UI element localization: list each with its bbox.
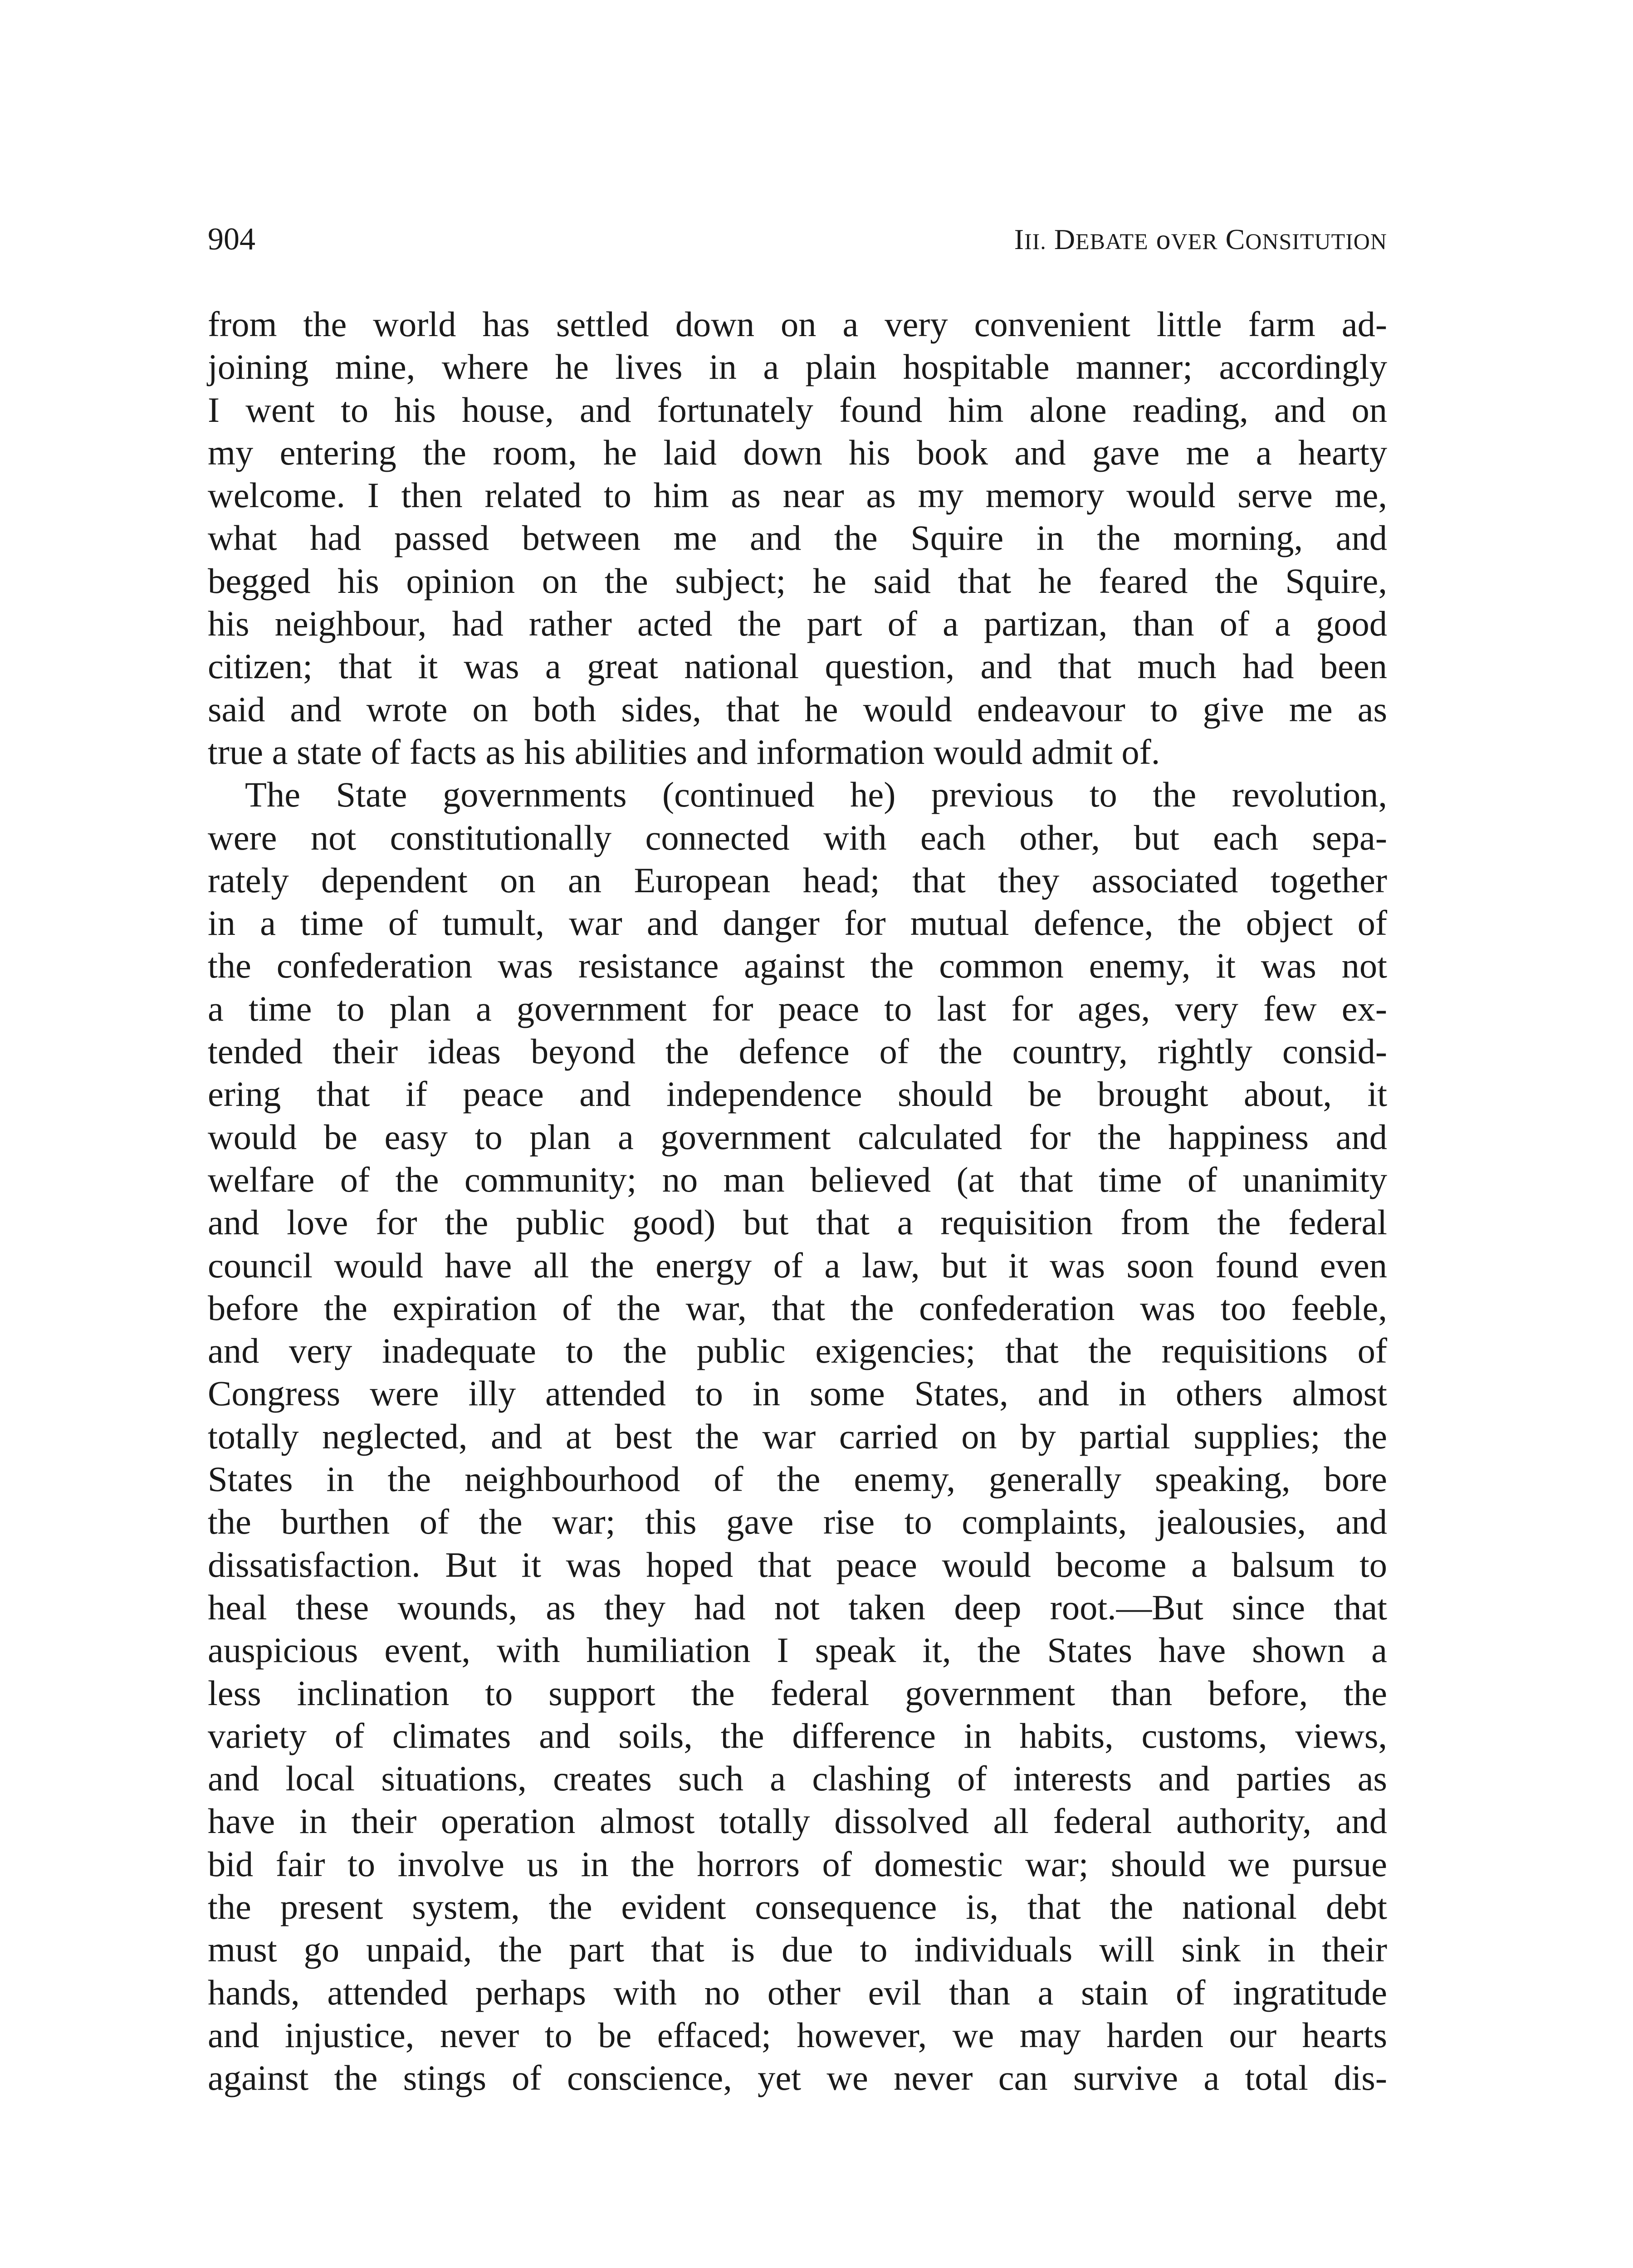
text-line: and very inadequate to the public exigencies; that the requisitions of	[208, 1331, 1387, 1371]
text-line: auspicious event, with humiliation I speak it, the States have shown a	[208, 1630, 1387, 1670]
text-line: the confederation was resistance against the common enemy, it was not	[208, 946, 1387, 986]
text-line: and love for the public good) but that a requisition from the federal	[208, 1202, 1387, 1242]
text-line: council would have all the energy of a law, but it was soon found even	[208, 1245, 1387, 1285]
running-title: III. DEBATE oVER CONSITUTION	[1014, 223, 1387, 255]
text-line: States in the neighbourhood of the enemy, generally speaking, bore	[208, 1459, 1387, 1499]
text-line: what had passed between me and the Squire in the morning, and	[208, 518, 1387, 558]
text-line: my entering the room, he laid down his book and gave me a hearty	[208, 432, 1387, 472]
text-line: welfare of the community; no man believed (at that time of unanimity	[208, 1159, 1387, 1199]
text-line: tended their ideas beyond the defence of the country, rightly consid-	[208, 1031, 1387, 1071]
text-line: variety of climates and soils, the difference in habits, customs, views,	[208, 1716, 1387, 1755]
text-line: said and wrote on both sides, that he would endeavour to give me as	[208, 689, 1387, 729]
text-line: from the world has settled down on a very convenient little farm ad-	[208, 304, 1387, 344]
running-head	[208, 217, 1387, 262]
text-line: the burthen of the war; this gave rise to complaints, jealousies, and	[208, 1502, 1387, 1542]
text-line: in a time of tumult, war and danger for mutual defence, the object of	[208, 903, 1387, 943]
text-line: less inclination to support the federal government than before, the	[208, 1673, 1387, 1713]
text-line: begged his opinion on the subject; he said that he feared the Squire,	[208, 561, 1387, 601]
text-line: dissatisfaction. But it was hoped that peace would become a balsum to	[208, 1545, 1387, 1584]
text-line: I went to his house, and fortunately found him alone reading, and on	[208, 390, 1387, 430]
text-line: hands, attended perhaps with no other evil than a stain of ingratitude	[208, 1972, 1387, 2012]
text-line: the present system, the evident consequence is, that the national debt	[208, 1887, 1387, 1926]
text-line: and injustice, never to be effaced; however, we may harden our hearts	[208, 2015, 1387, 2055]
text-line: Congress were illy attended to in some States, and in others almost	[208, 1374, 1387, 1413]
text-line: citizen; that it was a great national question, and that much had been	[208, 646, 1387, 686]
text-line: a time to plan a government for peace to last for ages, very few ex-	[208, 988, 1387, 1028]
page-number: 904	[208, 222, 255, 257]
text-line: totally neglected, and at best the war carried on by partial supplies; the	[208, 1416, 1387, 1456]
paragraph-2	[208, 773, 1387, 2099]
paragraph-1	[208, 303, 1387, 773]
text-line: must go unpaid, the part that is due to individuals will sink in their	[208, 1930, 1387, 1970]
text-line: his neighbour, had rather acted the part of a partizan, than of a good	[208, 604, 1387, 644]
text-line: joining mine, where he lives in a plain hospitable manner; accordingly	[208, 347, 1387, 387]
text-line: would be easy to plan a government calculated for the happiness and	[208, 1117, 1387, 1157]
text-line: bid fair to involve us in the horrors of domestic war; should we pursue	[208, 1844, 1387, 1884]
text-line: rately dependent on an European head; that they associated together	[208, 860, 1387, 900]
text-line: were not constitutionally connected with each other, but each sepa-	[208, 817, 1387, 857]
text-line: heal these wounds, as they had not taken deep root.—But since that	[208, 1587, 1387, 1627]
text-line: before the expiration of the war, that the confederation was too feeble,	[208, 1288, 1387, 1328]
body-text	[208, 303, 1387, 2099]
text-line: true a state of facts as his abilities and information would admit of.	[208, 732, 1160, 772]
text-line: The State governments (continued he) previous to the revolution,	[245, 775, 1387, 815]
text-line: have in their operation almost totally dissolved all federal authority, and	[208, 1801, 1387, 1841]
text-line: against the stings of conscience, yet we never can survive a total dis-	[208, 2058, 1387, 2098]
text-line: welcome. I then related to him as near as my memory would serve me,	[208, 475, 1387, 515]
text-line: and local situations, creates such a clashing of interests and parties as	[208, 1759, 1387, 1799]
text-line: ering that if peace and independence should be brought about, it	[208, 1074, 1387, 1114]
